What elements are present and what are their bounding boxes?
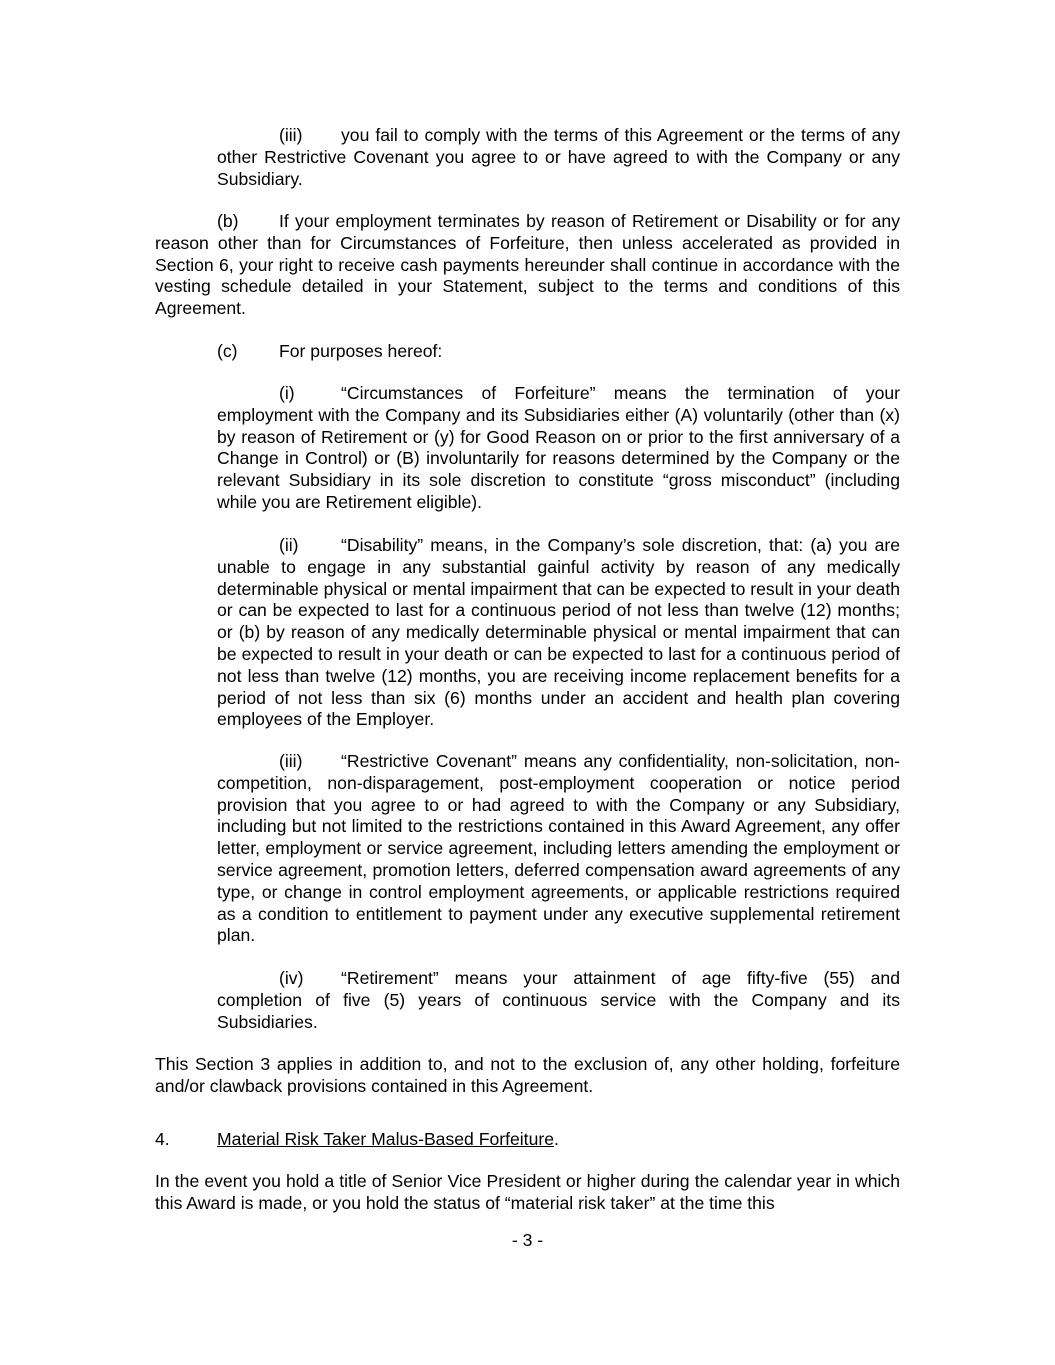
paragraph-c-iv	[217, 968, 900, 1033]
paragraph-closing	[155, 1054, 900, 1098]
section-4-number: 4.	[155, 1129, 170, 1149]
paragraph-a-iii	[217, 125, 900, 190]
clause-text: For purposes hereof:	[279, 341, 443, 361]
paragraph-s4	[155, 1171, 900, 1215]
clause-number: (iv)	[279, 968, 304, 988]
clause-text: If your employment terminates by reason of Retirement or Disability or for any reason other than for Circumstances of Forfeiture, then unless accelerated as provided in Section 6, your right to receive cash payments hereunder shall continue in accordance with the vesting schedule detailed in your Statement, subject to the terms and conditions of this Agreement.	[155, 211, 900, 319]
page-number: - 3 -	[511, 1230, 544, 1250]
clause-number: (ii)	[279, 535, 299, 555]
clause-number: (iii)	[279, 125, 303, 145]
section-4-title: Material Risk Taker Malus-Based Forfeiture	[217, 1129, 555, 1149]
paragraph-c	[155, 341, 900, 363]
section-4-heading	[217, 1129, 559, 1151]
closing-text: This Section 3 applies in addition to, and not to the exclusion of, any other holding, forfeiture and/or clawback provisions contained in this Agreement.	[155, 1054, 900, 1096]
clause-text: “Retirement” means your attainment of age fifty-five (55) and completion of five (5) years of continuous service with the Company and its Subsidiaries.	[217, 968, 900, 1032]
paragraph-b	[155, 211, 900, 320]
paragraph-c-i	[217, 383, 900, 514]
clause-text: “Circumstances of Forfeiture” means the termination of your employment with the Company and its Subsidiaries either (A) voluntarily (other than (x) by reason of Retirement or (y) for Good Reason on or prior to the first anniversary of a Change in Control) or (B) involuntarily for reasons determined by the Company or the relevant Subsidiary in its sole discretion to constitute “gross misconduct” (including while you are Retirement eligible).	[217, 383, 900, 512]
section-4-title-suffix: .	[554, 1129, 559, 1149]
clause-number: (i)	[279, 383, 295, 403]
clause-text: “Disability” means, in the Company’s sole discretion, that: (a) you are unable to engage in any substantial gainful activity by reason of any medically determinable physical or mental impairment that can be expected to result in your death or can be expected to last for a continuous period of not less than twelve (12) months; or (b) by reason of any medically determinable physical or mental impairment that can be expected to result in your death or can be expected to last for a continuous period of not less than twelve (12) months, you are receiving income replacement benefits for a period of not less than six (6) months under an accident and health plan covering employees of the Employer.	[217, 535, 900, 730]
clause-text: “Restrictive Covenant” means any confidentiality, non-solicitation, non-competition, non-disparagement, post-employment cooperation or notice period provision that you agree to or had agreed to with the Company or any Subsidiary, including but not limited to the restrictions contained in this Award Agreement, any offer letter, employment or service agreement, including letters amending the employment or service agreement, promotion letters, deferred compensation award agreements of any type, or change in control employment agreements, or applicable restrictions required as a condition to entitlement to payment under any executive supplemental retirement plan.	[217, 751, 900, 946]
paragraph-c-iii	[217, 751, 900, 947]
clause-number: (b)	[217, 211, 239, 231]
paragraph-c-ii	[217, 535, 900, 731]
clause-number: (c)	[217, 341, 238, 361]
clause-number: (iii)	[279, 751, 303, 771]
section-4-text: In the event you hold a title of Senior Vice President or higher during the calendar year in which this Award is made, or you hold the status of “material risk taker” at the time this	[155, 1171, 900, 1213]
clause-text: you fail to comply with the terms of this Agreement or the terms of any other Restrictive Covenant you agree to or have agreed to with the Company or any Subsidiary.	[217, 125, 900, 189]
